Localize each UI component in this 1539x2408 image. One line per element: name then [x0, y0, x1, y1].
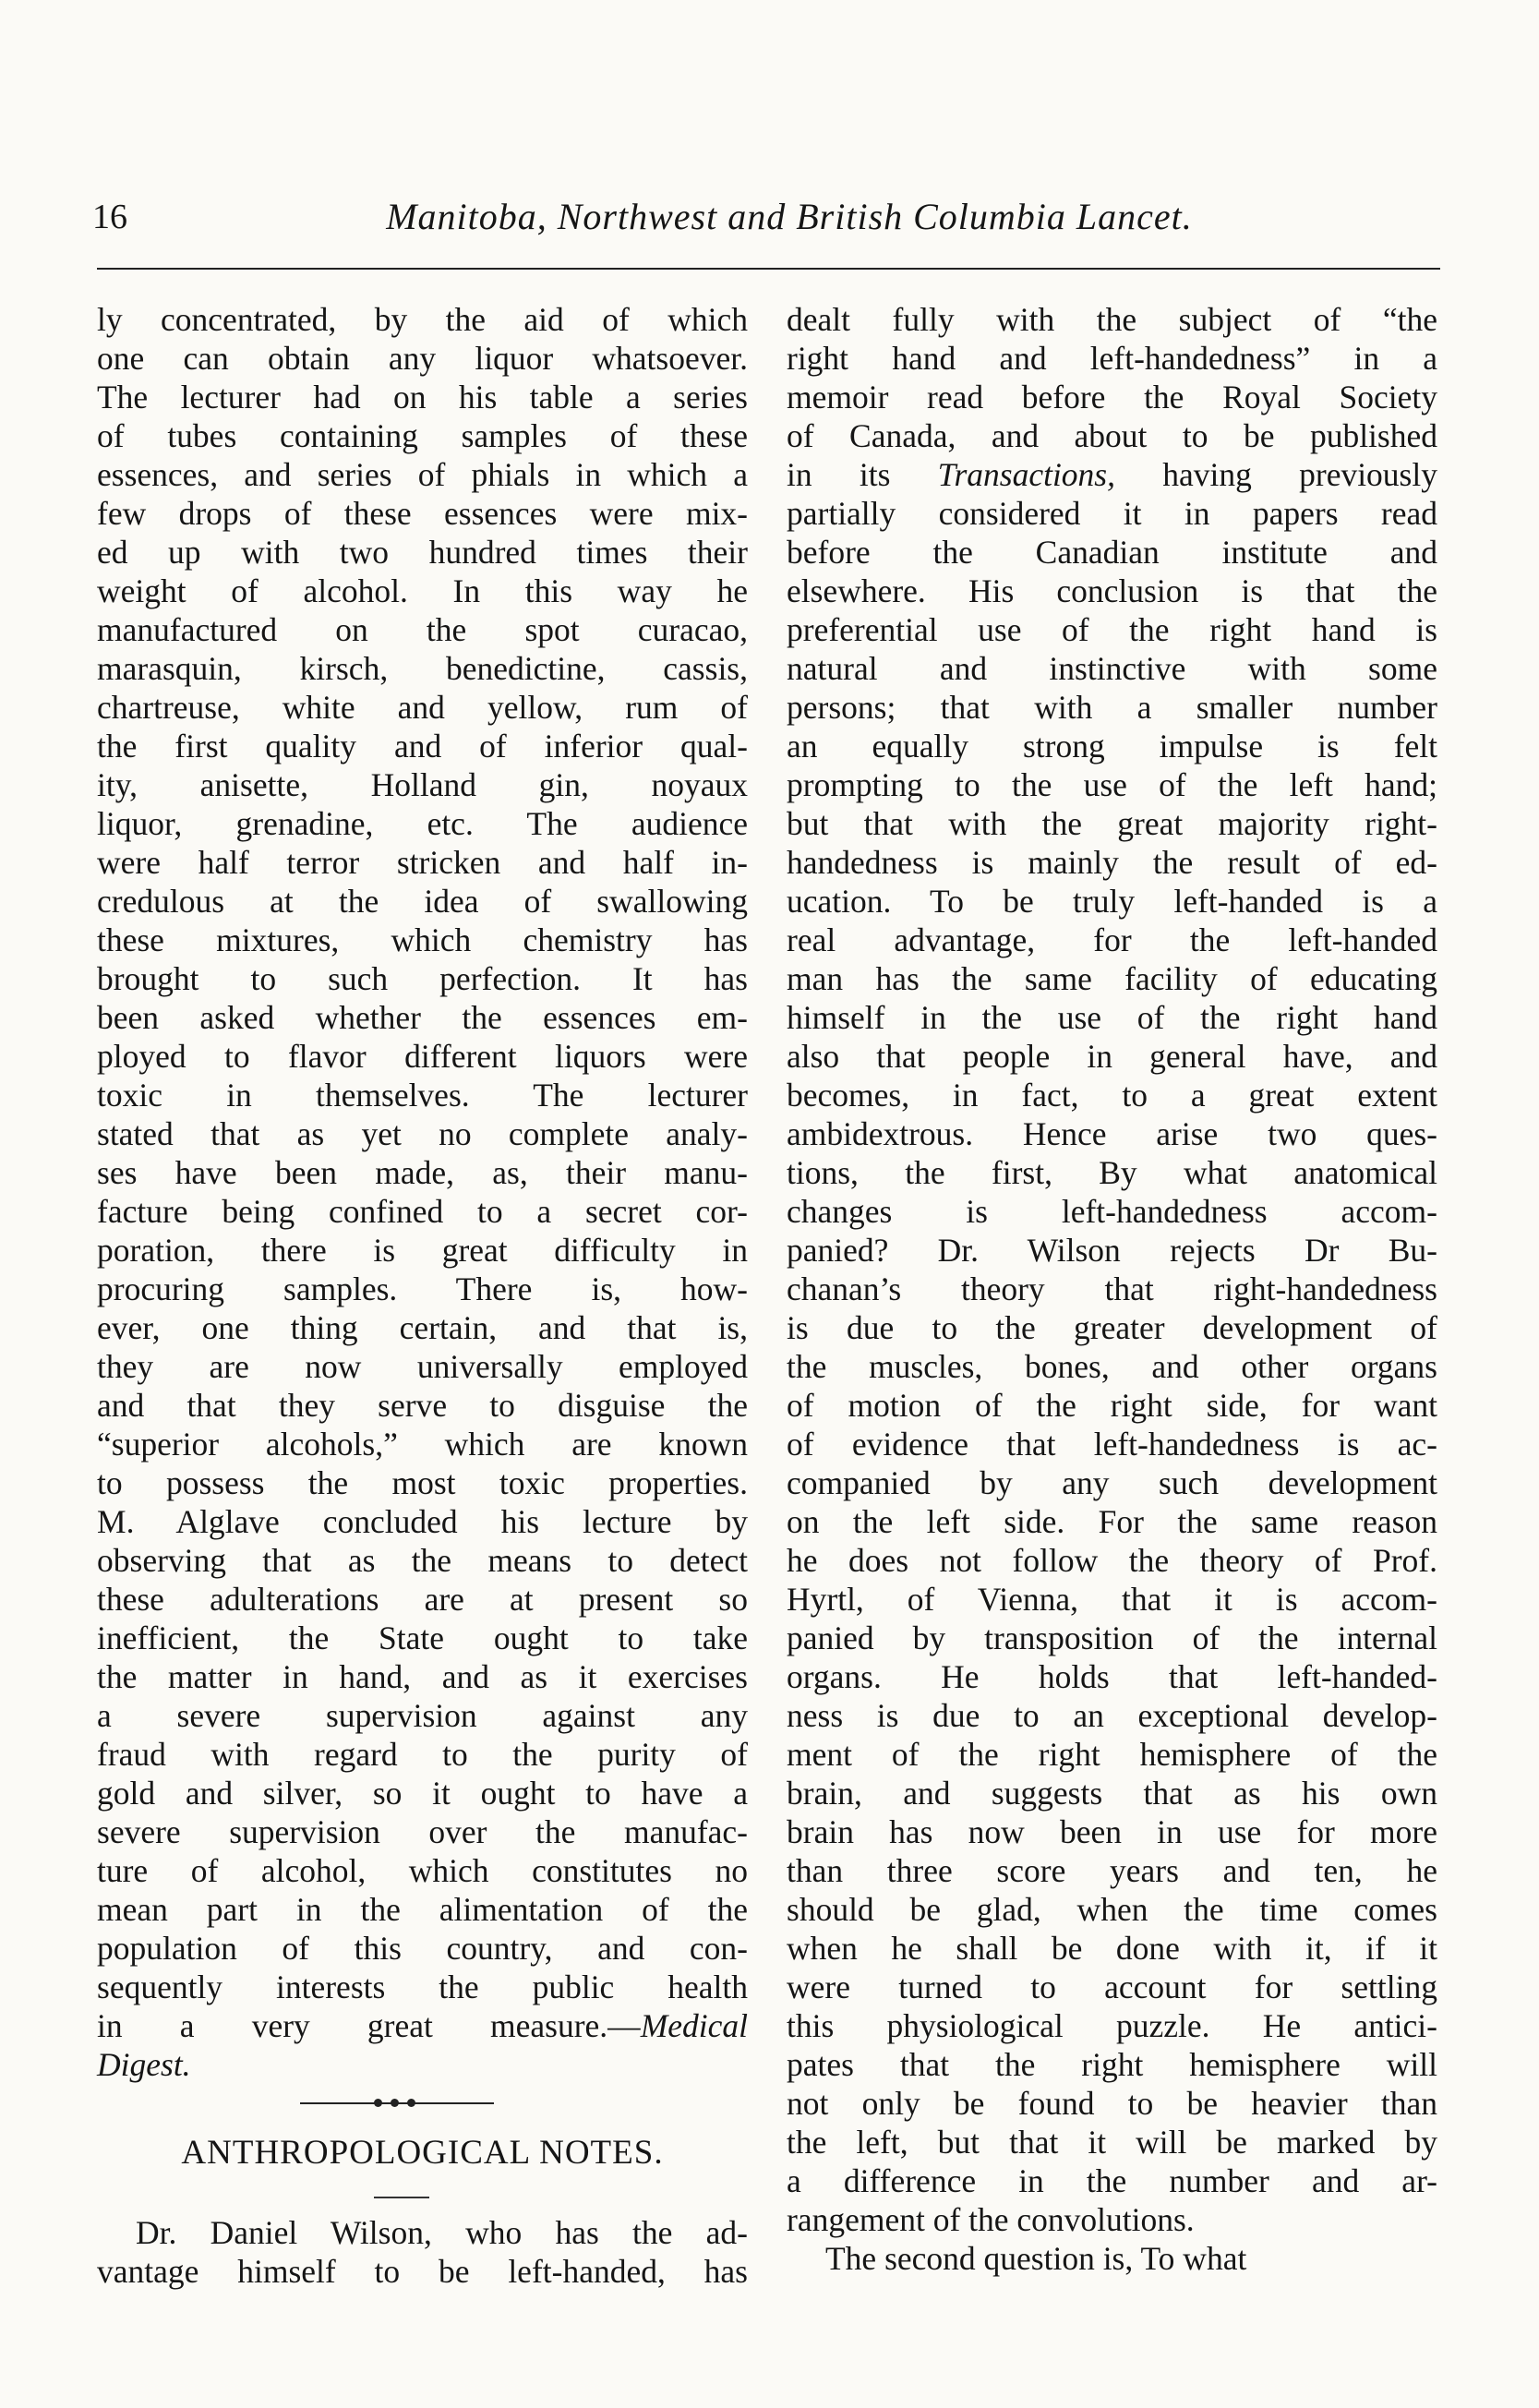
text-line: M. Alglave concluded his lecture by [97, 1503, 748, 1540]
text-line: handedness is mainly the result of ed- [787, 844, 1437, 881]
text-line: companied by any such development [787, 1464, 1437, 1501]
right-paragraph-start [787, 300, 1437, 455]
text-line: an equally strong impulse is felt [787, 728, 1437, 765]
text-line: fraud with regard to the purity of [97, 1736, 748, 1773]
text-line: rangement of the convolutions. [787, 2201, 1195, 2238]
text-line: himself in the use of the right hand [787, 999, 1437, 1036]
text-line: not only be found to be heavier than [787, 2085, 1437, 2122]
text-line: ed up with two hundred times their [97, 534, 748, 571]
text-line: liquor, grenadine, etc. The audience [97, 805, 748, 842]
text-line: right hand and left-handedness” in a [787, 340, 1437, 377]
text-line: vantage himself to be left-handed, has [97, 2253, 748, 2290]
text-line: of Canada, and about to be published [787, 417, 1437, 454]
text-line: sequently interests the public health [97, 1969, 748, 2005]
text-line: essences, and series of phials in which a [97, 456, 748, 493]
text-line: of motion of the right side, for want [787, 1387, 1437, 1424]
text-line: a severe supervision against any [97, 1697, 748, 1734]
text-line: this physiological puzzle. He antici- [787, 2007, 1437, 2044]
text-line: Hyrtl, of Vienna, that it is accom- [787, 1581, 1437, 1618]
text-line: a difference in the number and ar- [787, 2162, 1437, 2199]
running-title: Manitoba, Northwest and British Columbia Lancet. [386, 196, 1193, 237]
text-line: ment of the right hemisphere of the [787, 1736, 1437, 1773]
text-line: persons; that with a smaller number [787, 689, 1437, 726]
text-line: these mixtures, which chemistry has [97, 921, 748, 958]
text-line: facture being confined to a secret cor- [97, 1193, 748, 1230]
text-line: partially considered it in papers read [787, 495, 1437, 532]
section-heading: ANTHROPOLOGICAL NOTES. [181, 2134, 664, 2172]
text-segment: in a very great measure.— [97, 2007, 641, 2044]
italic-segment: Medical [640, 2007, 748, 2044]
text-line: the first quality and of inferior qual- [97, 728, 748, 765]
text-line: he does not follow the theory of Prof. [787, 1542, 1437, 1579]
text-line: severe supervision over the manufac- [97, 1813, 748, 1850]
text-line: the matter in hand, and as it exercises [97, 1658, 748, 1695]
text-line-transactions [787, 455, 1437, 494]
page-header [92, 189, 1440, 245]
text-line: mean part in the alimentation of the [97, 1891, 748, 1928]
text-line: memoir read before the Royal Society [787, 379, 1437, 415]
text-line: natural and instinctive with some [787, 650, 1437, 687]
text-line: to possess the most toxic properties. [97, 1464, 748, 1501]
header-rule [97, 268, 1440, 270]
text-line: ness is due to an exceptional develop- [787, 1697, 1437, 1734]
text-line: of evidence that left-handedness is ac- [787, 1426, 1437, 1463]
left-paragraph-alcohol [97, 300, 748, 2006]
right-column [787, 300, 1437, 2278]
text-line: chartreuse, white and yellow, rum of [97, 689, 748, 726]
text-line: the left, but that it will be marked by [787, 2124, 1437, 2161]
text-line: preferential use of the right hand is [787, 611, 1437, 648]
left-paragraph-anthropology [97, 2213, 748, 2291]
text-line: panied? Dr. Wilson rejects Dr Bu- [787, 1232, 1437, 1269]
text-line: on the left side. For the same reason [787, 1503, 1437, 1540]
text-line: few drops of these essences were mix- [97, 495, 748, 532]
short-rule [97, 2191, 748, 2213]
text-line: credulous at the idea of swallowing [97, 883, 748, 920]
text-line: becomes, in fact, to a great extent [787, 1077, 1437, 1114]
left-column [97, 300, 748, 2291]
text-line: when he shall be done with it, if it [787, 1930, 1437, 1967]
text-line: poration, there is great difficulty in [97, 1232, 748, 1269]
page-number: 16 [92, 198, 127, 236]
text-line: The second question is, To what [825, 2240, 1247, 2277]
text-line: man has the same facility of educating [787, 960, 1437, 997]
text-line: chanan’s theory that right-handedness [787, 1270, 1437, 1307]
text-segment: in its [787, 456, 938, 493]
text-line: inefficient, the State ought to take [97, 1619, 748, 1656]
text-line: gold and silver, so it ought to have a [97, 1775, 748, 1812]
text-line: “superior alcohols,” which are known [97, 1426, 748, 1463]
text-line: prompting to the use of the left hand; [787, 766, 1437, 803]
text-line: manufactured on the spot curacao, [97, 611, 748, 648]
text-segment: having previously [1115, 456, 1437, 493]
text-line: of tubes containing samples of these [97, 417, 748, 454]
right-paragraph-continued [787, 494, 1437, 2278]
text-line: one can obtain any liquor whatsoever. [97, 340, 748, 377]
text-line: the muscles, bones, and other organs [787, 1348, 1437, 1385]
text-line: brain, and suggests that as his own [787, 1775, 1437, 1812]
text-line: pates that the right hemisphere will [787, 2046, 1437, 2083]
text-line: observing that as the means to detect [97, 1542, 748, 1579]
text-line: been asked whether the essences em- [97, 999, 748, 1036]
text-line: should be glad, when the time comes [787, 1891, 1437, 1928]
text-line: real advantage, for the left-handed [787, 921, 1437, 958]
text-line: changes is left-handedness accom- [787, 1193, 1437, 1230]
text-line: stated that as yet no complete analy- [97, 1115, 748, 1152]
italic-segment: Transactions, [937, 456, 1115, 493]
text-line: procuring samples. There is, how- [97, 1270, 748, 1307]
text-line: before the Canadian institute and [787, 534, 1437, 571]
text-line: brain has now been in use for more [787, 1813, 1437, 1850]
text-line: panied by transposition of the internal [787, 1619, 1437, 1656]
text-line: these adulterations are at present so [97, 1581, 748, 1618]
text-line: Dr. Daniel Wilson, who has the ad- [136, 2214, 748, 2251]
text-line: ambidextrous. Hence arise two ques- [787, 1115, 1437, 1152]
text-line: than three score years and ten, he [787, 1852, 1437, 1889]
text-line: tions, the first, By what anatomical [787, 1154, 1437, 1191]
text-line: brought to such perfection. It has [97, 960, 748, 997]
text-line: ever, one thing certain, and that is, [97, 1309, 748, 1346]
section-divider-ornament [97, 2084, 748, 2123]
text-line: they are now universally employed [97, 1348, 748, 1385]
text-line: and that they serve to disguise the [97, 1387, 748, 1424]
text-line: dealt fully with the subject of “the [787, 301, 1437, 338]
text-line: toxic in themselves. The lecturer [97, 1077, 748, 1114]
text-line: population of this country, and con- [97, 1930, 748, 1967]
text-line: ucation. To be truly left-handed is a [787, 883, 1437, 920]
text-line: organs. He holds that left-handed- [787, 1658, 1437, 1695]
text-line: but that with the great majority right- [787, 805, 1437, 842]
text-line: ture of alcohol, which constitutes no [97, 1852, 748, 1889]
text-line: elsewhere. His conclusion is that the [787, 572, 1437, 609]
text-line: is due to the greater development of [787, 1309, 1437, 1346]
text-line: were turned to account for settling [787, 1969, 1437, 2005]
text-line: ity, anisette, Holland gin, noyaux [97, 766, 748, 803]
text-line: ly concentrated, by the aid of which [97, 301, 748, 338]
text-line [97, 2006, 748, 2045]
text-line-digest: Digest. [97, 2046, 191, 2083]
text-line: weight of alcohol. In this way he [97, 572, 748, 609]
text-line: also that people in general have, and [787, 1038, 1437, 1075]
text-line: ses have been made, as, their manu- [97, 1154, 748, 1191]
text-line: The lecturer had on his table a series [97, 379, 748, 415]
text-line: ployed to flavor different liquors were [97, 1038, 748, 1075]
text-line: were half terror stricken and half in- [97, 844, 748, 881]
text-line: marasquin, kirsch, benedictine, cassis, [97, 650, 748, 687]
